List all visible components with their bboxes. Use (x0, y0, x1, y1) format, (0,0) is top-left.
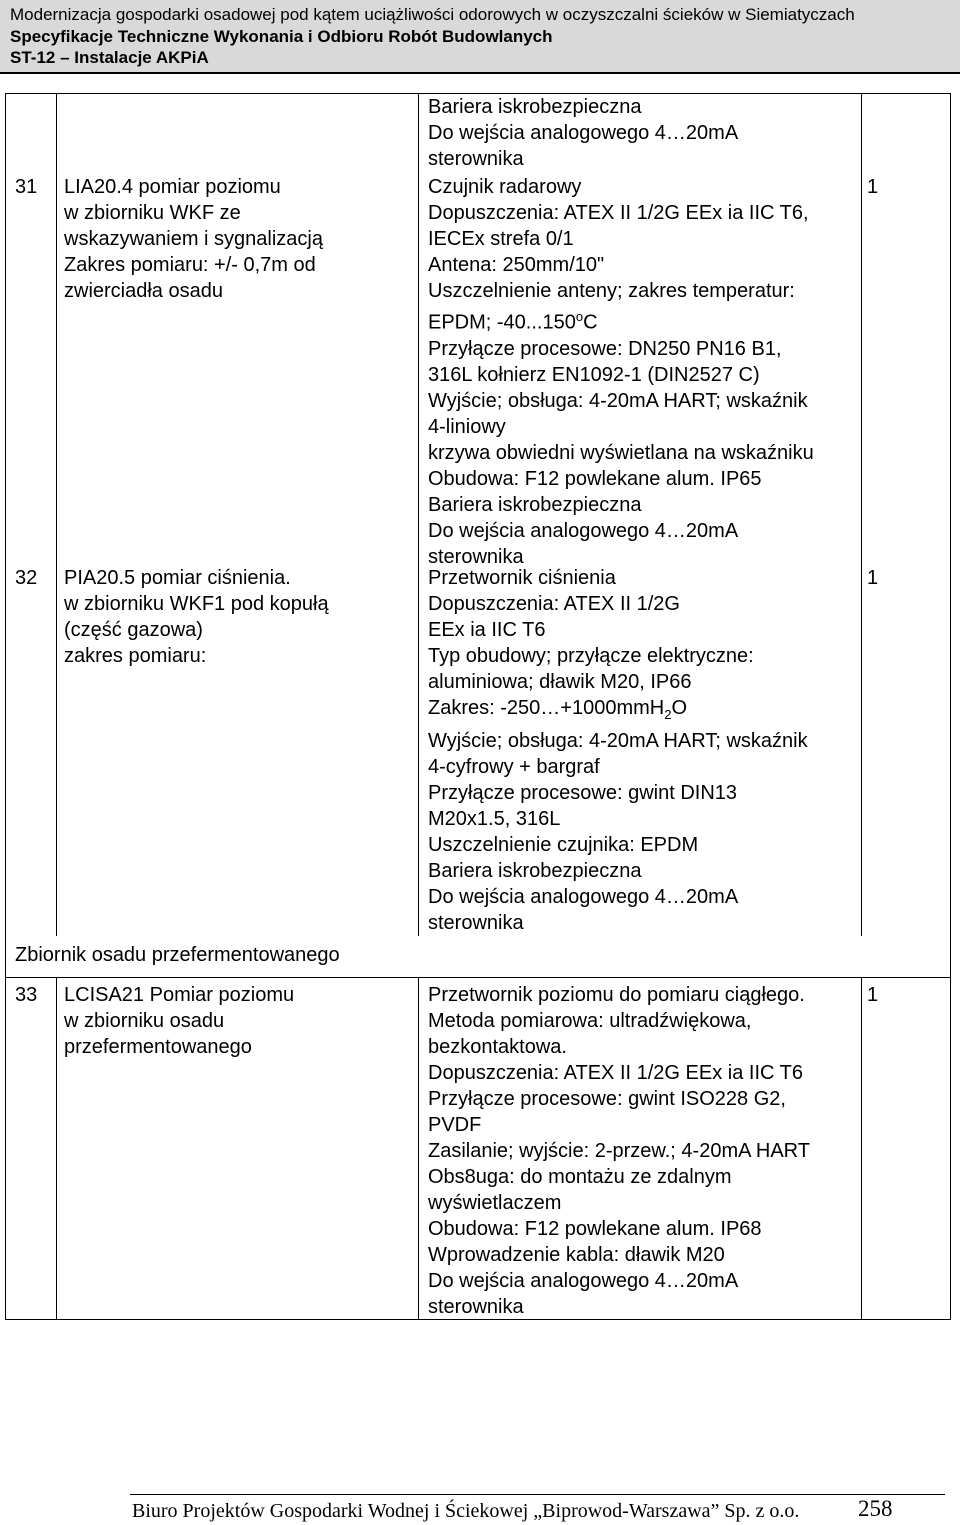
document-header (0, 0, 960, 74)
section-heading: Zbiornik osadu przefermentowanego (15, 944, 340, 966)
row-32-quantity: 1 (867, 567, 879, 589)
row-33-number: 33 (15, 984, 38, 1006)
row-33-description: Przetwornik poziomu do pomiaru ciągłego. Metoda pomiarowa: ultradźwiękowa, bezkontaktowa. Dopuszczenia: ATEX II 1/2G EEx ia IIC T6 Przyłącze procesowe: gwint ISO228 G2, PVDF Zasilanie; wyjście: 2-przew.; 4-20mA HART Obs8uga: do montażu ze zdalnym wyświetlaczem Obudowa: F12 powlekane alum. IP68 Wprowadzenie kabla: dławik M20 Do wejścia analogowego 4…20mA sterownika (428, 984, 810, 1318)
row-31-description: Czujnik radarowy Dopuszczenia: ATEX II 1/2G EEx ia IIC T6, IECEx strefa 0/1 Antena: 250mm/10" Uszczelnienie anteny; zakres temperatur: EPDM; -40...150$^o$C Przyłącze procesowe: DN250 PN16 B1, 316L kołnierz EN1092-1 (DIN2527 C) Wyjście; obsługa: 4-20mA HART; wskaźnik 4-liniowy krzywa obwiedni wyświetlana na wskaźniku Obudowa: F12 powlekane alum. IP65 Bariera iskrobezpieczna Do wejścia analogowego 4…20mA sterownika (428, 176, 814, 568)
row-31-quantity: 1 (867, 176, 879, 198)
row-33-quantity: 1 (867, 984, 879, 1006)
row-33-name: LCISA21 Pomiar poziomu w zbiorniku osadu przefermentowanego (64, 984, 295, 1058)
row-continuation-description: Bariera iskrobezpieczna Do wejścia analogowego 4…20mA sterownika (428, 96, 739, 170)
footer-rule (130, 1494, 945, 1495)
header-spec-title: Specyfikacje Techniczne Wykonania i Odbioru Robót Budowlanych (10, 27, 553, 46)
page-number: 258 (858, 1496, 893, 1521)
row-31-name: LIA20.4 pomiar poziomu w zbiorniku WKF ze wskazywaniem i sygnalizacją Zakres pomiaru: +/- 0,7m od zwierciadła osadu (64, 176, 323, 302)
header-section-code: ST-12 – Instalacje AKPiA (10, 48, 209, 67)
row-32-name: PIA20.5 pomiar ciśnienia. w zbiorniku WKF1 pod kopułą (część gazowa) zakres pomiaru: (64, 567, 329, 667)
row-31-number: 31 (15, 176, 38, 198)
row-32-description: Przetwornik ciśnienia Dopuszczenia: ATEX II 1/2G EEx ia IIC T6 Typ obudowy; przyłącze elektryczne: aluminiowa; dławik M20, IP66 Zakres: -250…+1000mmH$_2$O Wyjście; obsługa: 4-20mA HART; wskaźnik 4-cyfrowy + bargraf Przyłącze procesowe: gwint DIN13 M20x1.5, 316L Uszczelnienie czujnika: EPDM Bariera iskrobezpieczna Do wejścia analogowego 4…20mA sterownika (428, 567, 808, 934)
header-project-title: Modernizacja gospodarki osadowej pod kątem uciążliwości odorowych w oczyszczalni ścieków w Siemiatyczach (10, 5, 855, 24)
footer-company: Biuro Projektów Gospodarki Wodnej i Ściekowej „Biprowod-Warszawa” Sp. z o.o. (132, 1500, 800, 1522)
row-32-number: 32 (15, 567, 38, 589)
